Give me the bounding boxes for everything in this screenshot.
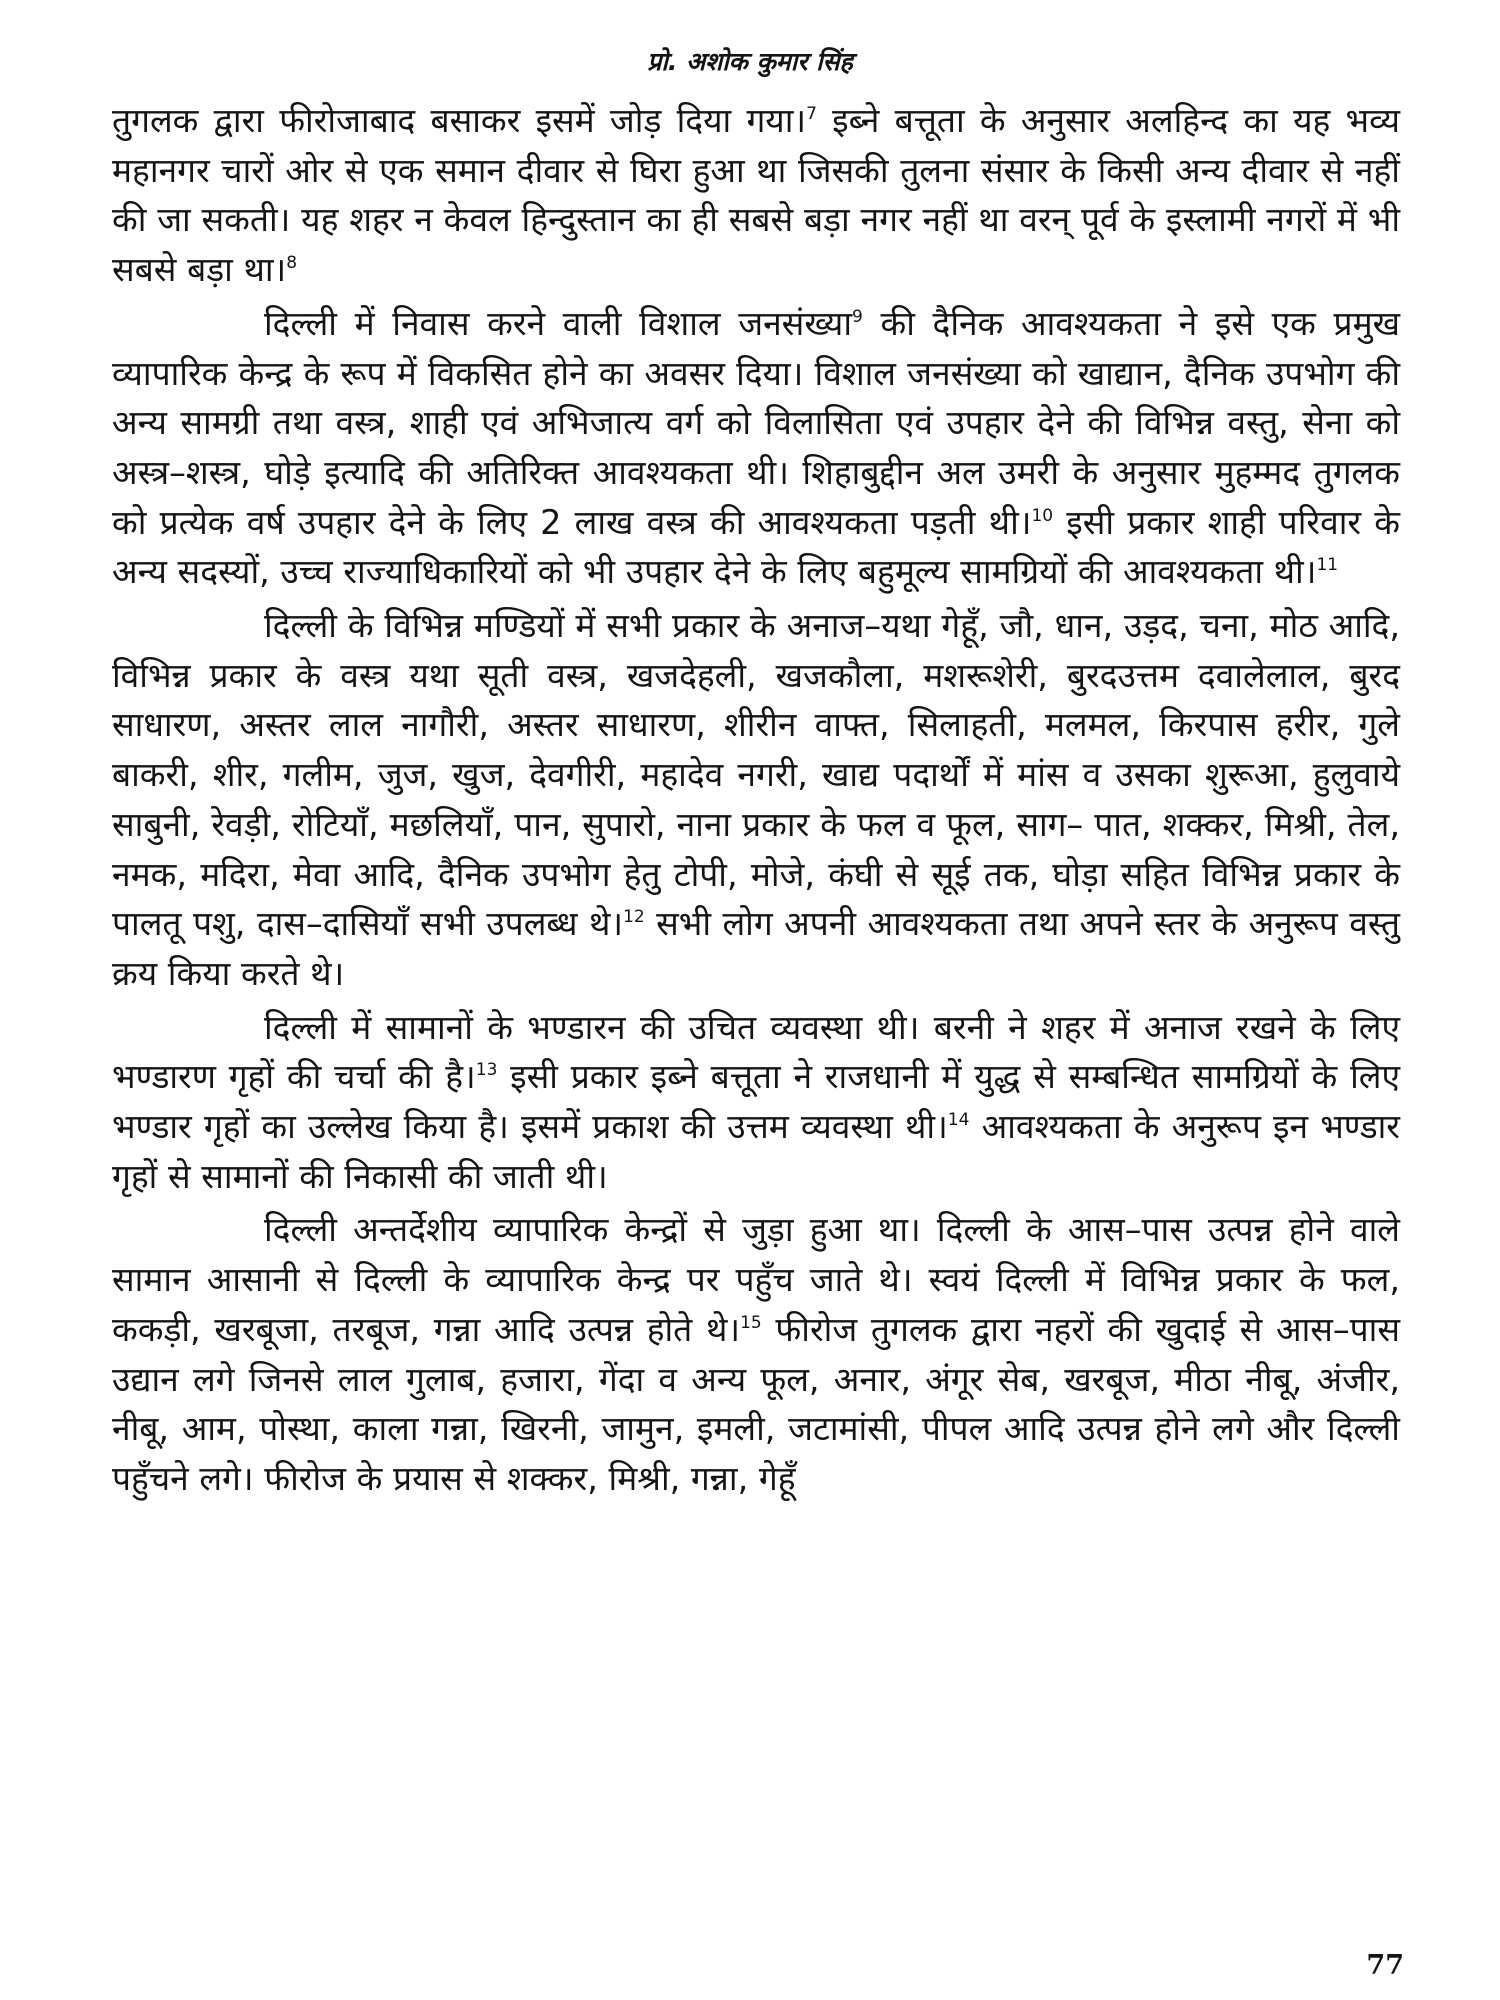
footnote-marker-9: 9	[852, 306, 863, 327]
paragraph-text: दिल्ली के विभिन्न मण्डियों में सभी प्रकार के अनाज–यथा गेहूँ, जौ, धान, उड़द, चना, मोठ आदि, विभिन्न प्रकार के वस्त्र यथा सूती वस्त्र, खजदेहली, खजकौला, मशरूशेरी, बुरदउत्तम दवालेलाल, बुरद साधारण, अस्तर लाल नागौरी, अस्तर साधारण, शीरीन वाफ्त, सिलाहती, मलमल, किरपास हरीर, गुले बाकरी, शीर, गलीम, जुज, खुज, देवगीरी, महादेव नगरी, खाद्य पदार्थों में मांस व उसका शुरूआ, हुलुवाये साबुनी, रेवड़ी, रोटियाँ, मछलियाँ, पान, सुपारो, नाना प्रकार के फल व फूल, साग– पात, शक्कर, मिश्री, तेल, नमक, मदिरा, मेवा आदि, दैनिक उपभोग हेतु टोपी, मोजे, कंघी से सूई तक, घोड़ा सहित विभिन्न प्रकार के पालतू पशु, दास–दासियाँ सभी उपलब्ध थे।	[112, 606, 1401, 944]
paragraph-4	[112, 1003, 1400, 1202]
paragraph-text: सभी लोग अपनी आवश्यकता तथा अपने स्तर के अनुरूप वस्तु क्रय किया करते थे।	[112, 904, 1400, 993]
footnote-marker-11: 11	[1316, 555, 1339, 576]
footnote-marker-8: 8	[286, 253, 298, 274]
paragraph-text: इसी प्रकार इब्ने बत्तूता ने राजधानी में युद्ध से सम्बन्धित सामग्रियों के लिए भण्डार गृहों का उल्लेख किया है। इसमें प्रकाश की उत्तम व्यवस्था थी।	[112, 1057, 1400, 1147]
footnote-marker-12: 12	[623, 907, 645, 928]
footnote-marker-10: 10	[1031, 505, 1054, 526]
paragraph-text: दिल्ली में सामानों के भण्डारन की उचित व्यवस्था थी। बरनी ने शहर में अनाज रखने के लिए भण्डारण गृहों की चर्चा की है।	[112, 1007, 1400, 1097]
body-text	[112, 96, 1400, 1504]
paragraph-text: दिल्ली में निवास करने वाली विशाल जनसंख्या	[264, 303, 853, 343]
paragraph-text: आवश्यकता के अनुरूप इन भण्डार गृहों से सामानों की निकासी की जाती थी।	[112, 1107, 1400, 1196]
paragraph-text: तुगलक द्वारा फीरोजाबाद बसाकर इसमें जोड़ दिया गया।	[112, 101, 807, 140]
footnote-marker-14: 14	[947, 1110, 970, 1131]
paragraph-text: फीरोज तुगलक द्वारा नहरों की खुदाई से आस–पास उद्यान लगे जिनसे लाल गुलाब, हजारा, गेंदा व अन्य फूल, अनार, अंगूर सेब, खरबूज, मीठा नीबू, अंजीर, नीबू, आम, पोस्था, काला गन्ना, खिरनी, जामुन, इमली, जटामांसी, पीपल आदि उत्पन्न होने लगे और दिल्ली पहुँचने लगे। फीरोज के प्रयास से शक्कर, मिश्री, गन्ना, गेहूँ	[112, 1309, 1400, 1498]
footnote-marker-7: 7	[806, 104, 817, 124]
paragraph-5	[112, 1205, 1400, 1503]
footnote-marker-15: 15	[740, 1312, 762, 1333]
paragraph-text: इसी प्रकार शाही परिवार के अन्य सदस्यों, उच्च राज्याधिकारियों को भी उपहार देने के लिए बहुमूल्य सामग्रियों की आवश्यकता थी।	[112, 502, 1400, 592]
paragraph-text: इब्ने बत्तूता के अनुसार अलहिन्द का यह भव्य महानगर चारों ओर से एक समान दीवार से घिरा हुआ था जिसकी तुलना संसार के किसी अन्य दीवार से नहीं की जा सकती। यह शहर न केवल हिन्दुस्तान का ही सबसे बड़ा नगर नहीं था वरन् पूर्व के इस्लामी नगरों में भी सबसे बड़ा था।	[112, 101, 1400, 290]
paragraph-1	[112, 96, 1400, 295]
page-number: 77	[1366, 1950, 1404, 1981]
running-head: प्रो. अशोक कुमार सिंह	[647, 47, 853, 76]
paragraph-text: की दैनिक आवश्यकता ने इसे एक प्रमुख व्यापारिक केन्द्र के रूप में विकसित होने का अवसर दिया। विशाल जनसंख्या को खाद्यान, दैनिक उपभोग की अन्य सामग्री तथा वस्त्र, शाही एवं अभिजात्य वर्ग को विलासिता एवं उपहार देने की विभिन्न वस्तु, सेना को अस्त्र–शस्त्र, घोड़े इत्यादि की अतिरिक्त आवश्यकता थी। शिहाबुद्दीन अल उमरी के अनुसार मुहम्मद तुगलक को प्रत्येक वर्ष उपहार देने के लिए 2 लाख वस्त्र की आवश्यकता पड़ती थी।	[112, 303, 1401, 542]
footnote-marker-13: 13	[475, 1060, 498, 1081]
paragraph-text: दिल्ली अन्तर्देशीय व्यापारिक केन्द्रों से जुड़ा हुआ था। दिल्ली के आस–पास उत्पन्न होने वाले सामान आसानी से दिल्ली के व्यापारिक केन्द्र पर पहुँच जाते थे। स्वयं दिल्ली में विभिन्न प्रकार के फल, ककड़ी, खरबूजा, तरबूज, गन्ना आदि उत्पन्न होते थे।	[112, 1210, 1400, 1349]
paragraph-3	[112, 601, 1400, 999]
paragraph-2	[112, 299, 1400, 597]
